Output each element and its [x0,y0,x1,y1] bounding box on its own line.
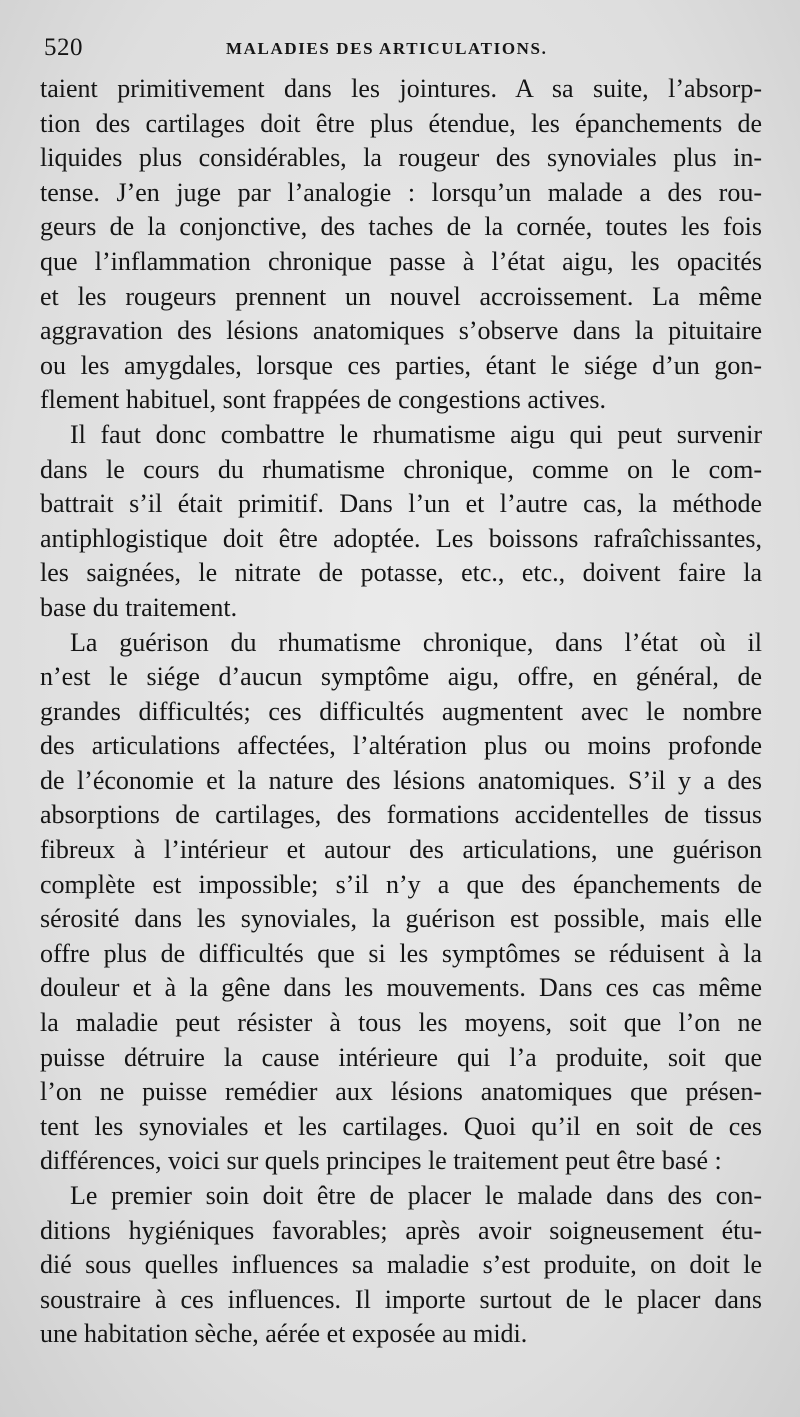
text-line: dans le cours du rhumatisme chronique, comme on le com- [40,454,762,484]
text-line: offre plus de difficultés que si les symptômes se réduisent à la [40,938,762,968]
text-line: battrait s’il était primitif. Dans l’un et l’autre cas, la méthode [40,489,762,519]
text-line: et les rougeurs prennent un nouvel accroissement. La même [40,281,762,311]
text-line: différences, voici sur quels principes le traitement peut être basé : [40,1146,722,1176]
text-line: la maladie peut résister à tous les moyens, soit que l’on ne [40,1008,762,1038]
text-line: grandes difficultés; ces difficultés augmentent avec le nombre [40,696,762,726]
text-line: antiphlogistique doit être adoptée. Les boissons rafraîchissantes, [40,523,762,553]
text-line: l’on ne puisse remédier aux lésions anatomiques que présen- [40,1077,762,1107]
text-line: flement habituel, sont frappées de congestions actives. [40,385,607,415]
text-line: liquides plus considérables, la rougeur des synoviales plus in- [40,143,762,173]
text-line: La guérison du rhumatisme chronique, dans l’état où il [70,627,762,657]
text-line: de l’économie et la nature des lésions anatomiques. S’il y a des [40,765,762,795]
text-line: Le premier soin doit être de placer le malade dans des con- [70,1181,762,1210]
text-line: geurs de la conjonctive, des taches de la cornée, toutes les fois [40,212,762,242]
paragraph [40,72,762,418]
paragraph [40,626,762,1180]
page-header [40,32,760,64]
text-line: des articulations affectées, l’altération plus ou moins profonde [40,731,762,761]
text-line: aggravation des lésions anatomiques s’observe dans la pituitaire [40,316,762,346]
text-line: ditions hygiéniques favorables; après avoir soigneusement étu- [40,1215,762,1245]
text-line: que l’inflammation chronique passe à l’état aigu, les opacités [40,246,762,276]
text-line: douleur et à la gêne dans les mouvements. Dans ces cas même [40,973,762,1003]
text-line: taient primitivement dans les jointures. A sa suite, l’absorp- [40,74,762,103]
text-line: une habitation sèche, aérée et exposée au midi. [40,1319,528,1349]
running-head: MALADIES DES ARTICULATIONS. [226,39,548,58]
text-line: puisse détruire la cause intérieure qui l’a produite, soit que [40,1042,762,1072]
text-line: n’est le siége d’aucun symptôme aigu, offre, en général, de [40,662,762,692]
text-line: tent les synoviales et les cartilages. Quoi qu’il en soit de ces [40,1111,762,1141]
text-line: les saignées, le nitrate de potasse, etc., etc., doivent faire la [40,558,762,588]
paragraph [40,418,762,626]
text-line: Il faut donc combattre le rhumatisme aigu qui peut survenir [70,419,762,449]
page-number: 520 [44,34,83,61]
text-line: dié sous quelles influences sa maladie s’est produite, on doit le [40,1250,762,1280]
text-line: soustraire à ces influences. Il importe surtout de le placer dans [40,1284,762,1314]
paragraph [40,1179,762,1352]
text-line: sérosité dans les synoviales, la guérison est possible, mais elle [40,904,762,934]
text-line: base du traitement. [40,592,238,622]
text-line: complète est impossible; s’il n’y a que des épanchements de [40,869,762,899]
body-text [40,72,762,1352]
text-line: tense. J’en juge par l’analogie : lorsqu’un malade a des rou- [40,177,762,207]
text-line: ou les amygdales, lorsque ces parties, étant le siége d’un gon- [40,350,762,380]
text-line: absorptions de cartilages, des formations accidentelles de tissus [40,800,762,830]
text-line: tion des cartilages doit être plus étendue, les épanchements de [40,108,762,138]
text-line: fibreux à l’intérieur et autour des articulations, une guérison [40,835,762,865]
